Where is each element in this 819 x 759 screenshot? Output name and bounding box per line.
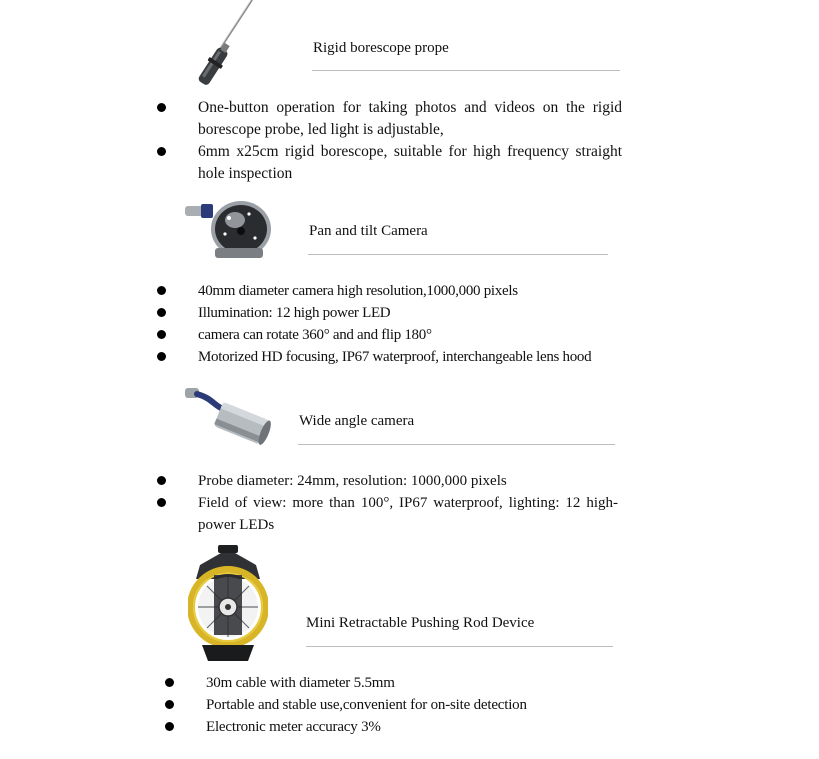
bullet-dot — [157, 498, 166, 507]
list-item: 6mm x25cm rigid borescope, suitable for high frequency straight hole inspection — [198, 141, 622, 185]
title-underline — [312, 70, 620, 71]
list-item: camera can rotate 360° and and flip 180° — [198, 324, 638, 346]
list-item: Motorized HD focusing, IP67 waterproof, interchangeable lens hood — [198, 346, 638, 368]
list-item: 40mm diameter camera high resolution,1000,000 pixels — [198, 280, 638, 302]
list-item: Illumination: 12 high power LED — [198, 302, 638, 324]
section-title: Mini Retractable Pushing Rod Device — [306, 615, 535, 631]
title-underline — [308, 254, 608, 255]
list-item: One-button operation for taking photos and videos on the rigid borescope probe, led light is adjustable, — [198, 97, 622, 141]
bullet-list — [206, 672, 646, 738]
list-item: Portable and stable use,convenient for on-site detection — [206, 694, 646, 716]
bullet-dot — [165, 678, 174, 687]
bullet-dot — [157, 286, 166, 295]
list-item: Probe diameter: 24mm, resolution: 1000,000 pixels — [198, 470, 618, 492]
bullet-dot — [157, 352, 166, 361]
pan-tilt-camera-photo — [183, 198, 273, 260]
title-underline — [298, 444, 615, 445]
section-title: Rigid borescope prope — [313, 40, 449, 56]
bullet-dot — [157, 308, 166, 317]
bullet-dot — [157, 147, 166, 156]
list-item: Electronic meter accuracy 3% — [206, 716, 646, 738]
bullet-dot — [157, 330, 166, 339]
list-item: Field of view: more than 100°, IP67 waterproof, lighting: 12 high-power LEDs — [198, 492, 618, 536]
bullet-dot — [157, 476, 166, 485]
bullet-dot — [165, 722, 174, 731]
section-title: Pan and tilt Camera — [309, 223, 428, 239]
rigid-borescope-probe-photo — [190, 0, 270, 95]
bullet-list — [198, 470, 618, 536]
bullet-dot — [157, 103, 166, 112]
wide-angle-camera-photo — [183, 386, 273, 448]
list-item: 30m cable with diameter 5.5mm — [206, 672, 646, 694]
section-title: Wide angle camera — [299, 413, 415, 429]
bullet-list — [198, 280, 638, 368]
bullet-list — [198, 97, 622, 185]
cable-reel-device-photo — [188, 545, 268, 661]
title-underline — [306, 646, 613, 647]
bullet-dot — [165, 700, 174, 709]
